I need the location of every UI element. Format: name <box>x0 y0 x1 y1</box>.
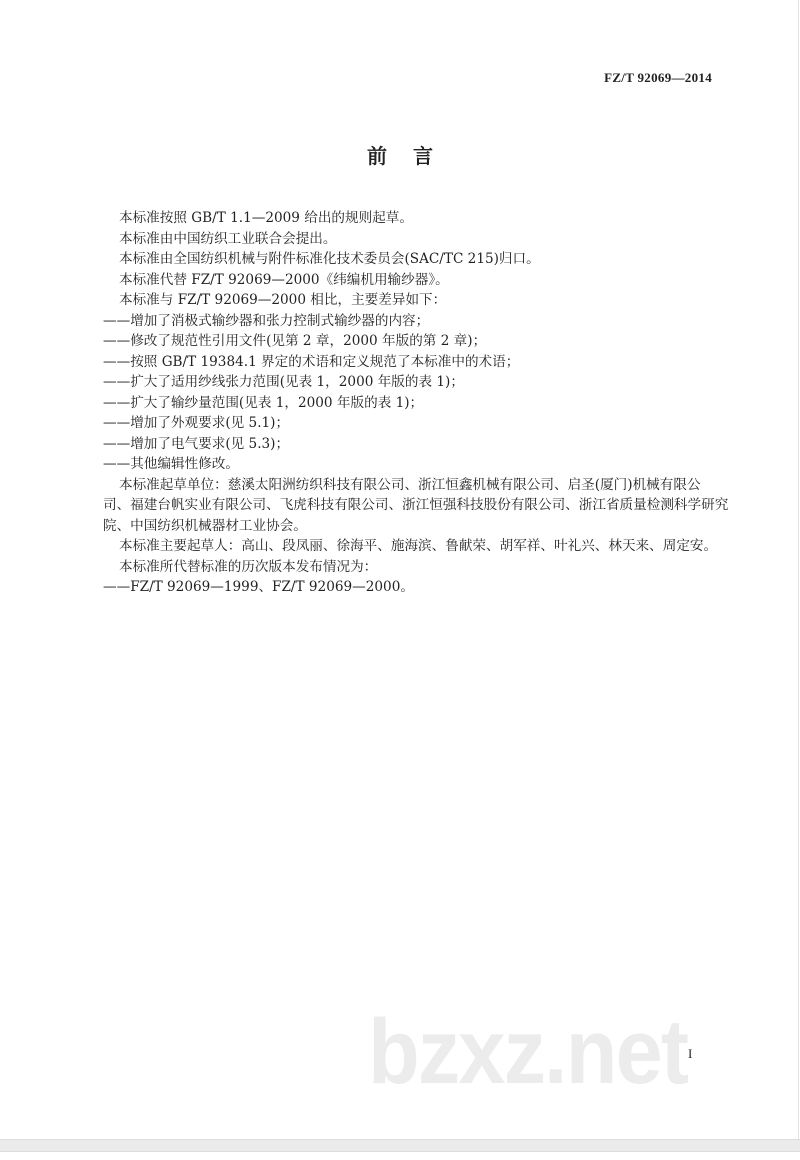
paragraph-line: ——扩大了输纱量范围(见表 1，2000 年版的表 1)； <box>103 394 424 411</box>
watermark: bzxz.net <box>368 1001 688 1103</box>
paragraph-line: ——按照 GB/T 19384.1 界定的术语和定义规范了本标准中的术语； <box>103 353 520 370</box>
paragraph-line: ——扩大了适用纱线张力范围(见表 1，2000 年版的表 1)； <box>103 374 464 390</box>
paragraph-line: ——FZ/T 92069—1999、FZ/T 92069—2000。 <box>103 579 414 595</box>
paragraph-line: ——增加了电气要求(见 5.3)； <box>103 435 290 452</box>
paragraph-line: ——其他编辑性修改。 <box>103 456 239 472</box>
paragraph-line: 本标准代替 FZ/T 92069—2000《纬编机用输纱器》。 <box>119 271 449 288</box>
paragraph-line: ——修改了规范性引用文件(见第 2 章，2000 年版的第 2 章)； <box>103 333 487 349</box>
paragraph-line: 院、中国纺织机械器材工业协会。 <box>103 517 307 534</box>
standard-code: FZ/T 92069—2014 <box>604 70 712 85</box>
paragraph-line: 本标准按照 GB/T 1.1—2009 给出的规则起草。 <box>119 210 413 226</box>
foreword-body <box>103 208 729 598</box>
paragraph-line: ——增加了消极式输纱器和张力控制式输纱器的内容； <box>103 312 430 329</box>
paragraph-line: 司、福建台帆实业有限公司、飞虎科技有限公司、浙江恒强科技股份有限公司、浙江省质量检测科学研究 <box>103 497 729 513</box>
page-separator <box>0 1139 800 1152</box>
page-number: I <box>688 1046 693 1061</box>
paragraph-line: 本标准由全国纺织机械与附件标准化技术委员会(SAC/TC 215)归口。 <box>119 251 540 267</box>
paragraph-line: 本标准主要起草人：高山、段凤丽、徐海平、施海滨、鲁献荣、胡军祥、叶礼兴、林天来、周定安。 <box>119 538 718 554</box>
paragraph-line: 本标准由中国纺织工业联合会提出。 <box>119 230 337 247</box>
page-title: 前言 <box>367 144 459 168</box>
paragraph-line: ——增加了外观要求(见 5.1)； <box>103 415 290 431</box>
paragraph-line: 本标准所代替标准的历次版本发布情况为： <box>119 558 378 575</box>
paragraph-line: 本标准与 FZ/T 92069—2000 相比，主要差异如下： <box>119 292 447 308</box>
paragraph-line: 本标准起草单位：慈溪太阳洲纺织科技有限公司、浙江恒鑫机械有限公司、启圣(厦门)机械有限公 <box>119 476 701 493</box>
